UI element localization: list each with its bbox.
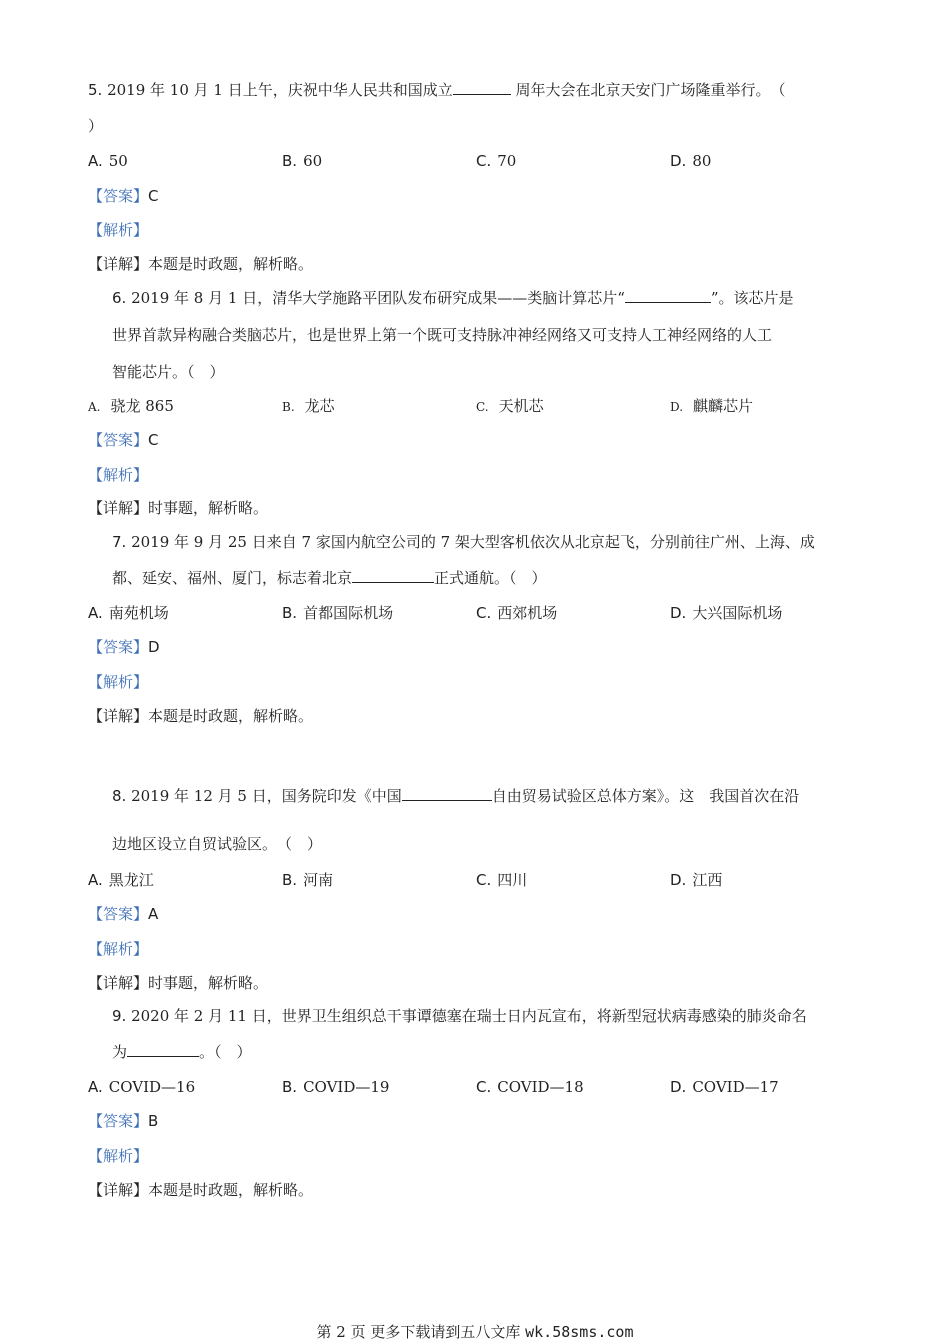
answer-value: B: [148, 1112, 159, 1130]
option-letter: B.: [282, 152, 298, 170]
option-letter: A.: [88, 1078, 103, 1096]
answer-value: C: [148, 187, 159, 205]
footer-page-text: 第 2 页 更多下载请到五八文库: [316, 1323, 521, 1341]
question-number: 8.: [112, 787, 127, 805]
option-a: [88, 1077, 195, 1097]
option-text: 80: [692, 152, 712, 170]
answer-blank: [625, 288, 711, 303]
question-text: 2019 年 8 月 1 日，清华大学施路平团队发布研究成果——类脑计算芯片“: [131, 289, 625, 307]
analysis-tag: 【解析】: [88, 673, 149, 691]
question-5-line-1: [88, 80, 786, 100]
question-9-line-1: [112, 1006, 807, 1026]
page-footer: [0, 1322, 950, 1342]
option-letter: C.: [476, 604, 492, 622]
answer-tag: 【答案】: [88, 638, 149, 656]
question-number: 5.: [88, 81, 103, 99]
option-d: [670, 396, 753, 417]
option-letter: D.: [670, 871, 687, 889]
answer-tag: 【答案】: [88, 1112, 149, 1130]
question-text: 为: [112, 1043, 128, 1061]
question-number: 6.: [112, 289, 127, 307]
option-c: [476, 396, 544, 417]
detail-line: 【详解】时事题，解析略。: [88, 974, 269, 992]
option-letter: A.: [88, 152, 103, 170]
option-text: 60: [303, 152, 323, 170]
option-a: [88, 396, 174, 417]
question-text: 2019 年 12 月 5 日，国务院印发《中国: [131, 787, 402, 805]
option-text: 50: [108, 152, 128, 170]
question-text: 周年大会在北京天安门广场隆重举行。 （: [515, 81, 786, 99]
option-letter: B.: [282, 400, 295, 414]
answer-line: [88, 637, 160, 657]
option-c: [476, 603, 557, 623]
question-6-line-3: 智能芯片。（ ）: [112, 363, 225, 381]
analysis-line: [88, 465, 148, 485]
question-6-line-1: [112, 288, 794, 308]
option-a: [88, 603, 169, 623]
option-b: [282, 603, 393, 623]
option-text: 天机芯: [498, 397, 544, 415]
answer-line: [88, 186, 159, 206]
option-a: [88, 151, 128, 171]
option-c: [476, 1077, 584, 1097]
answer-line: [88, 904, 158, 924]
analysis-tag: 【解析】: [88, 466, 149, 484]
option-letter: D.: [670, 1078, 687, 1096]
option-text: COVID—18: [497, 1078, 584, 1096]
answer-blank: [402, 786, 492, 801]
analysis-line: [88, 220, 148, 240]
detail-line: 【详解】本题是时政题，解析略。: [88, 1181, 314, 1199]
question-6-line-2: 世界首款异构融合类脑芯片，也是世界上第一个既可支持脉冲神经网络又可支持人工神经网络的人工: [112, 326, 773, 344]
option-b: [282, 1077, 389, 1097]
option-d: [670, 603, 782, 623]
option-letter: C.: [476, 152, 492, 170]
option-text: 南苑机场: [108, 604, 169, 622]
option-c: [476, 870, 527, 890]
analysis-line: [88, 1146, 148, 1166]
detail-line: 【详解】时事题，解析略。: [88, 499, 269, 517]
detail-line: 【详解】本题是时政题，解析略。: [88, 255, 314, 273]
analysis-tag: 【解析】: [88, 940, 149, 958]
option-text: COVID—16: [108, 1078, 196, 1096]
option-text: 70: [497, 152, 517, 170]
answer-line: [88, 430, 159, 450]
option-b: [282, 151, 322, 171]
answer-value: C: [148, 431, 159, 449]
answer-blank: [352, 568, 434, 583]
option-text: 河南: [303, 871, 334, 889]
question-7-line-2: [112, 568, 547, 588]
question-number: 9.: [112, 1007, 127, 1025]
answer-tag: 【答案】: [88, 431, 149, 449]
option-letter: C.: [476, 400, 489, 414]
analysis-tag: 【解析】: [88, 1147, 149, 1165]
option-letter: A.: [88, 871, 103, 889]
question-text: 自由贸易试验区总体方案》。这 我国首次在沿: [491, 787, 800, 805]
question-9-line-2: [112, 1042, 252, 1062]
option-letter: A.: [88, 604, 103, 622]
question-text: 。（ ）: [199, 1043, 252, 1061]
analysis-line: [88, 672, 148, 692]
option-letter: D.: [670, 400, 684, 414]
question-text: 2019 年 10 月 1 日上午，庆祝中华人民共和国成立: [107, 81, 453, 99]
question-text: 2020 年 2 月 11 日，世界卫生组织总干事谭德塞在瑞士日内瓦宣布，将新型冠状病毒感染的肺炎命名: [131, 1007, 807, 1025]
option-letter: D.: [670, 604, 687, 622]
option-b: [282, 396, 335, 417]
option-d: [670, 870, 722, 890]
option-d: [670, 151, 711, 171]
option-letter: C.: [476, 1078, 492, 1096]
option-text: COVID—17: [692, 1078, 779, 1096]
option-letter: A.: [88, 400, 101, 414]
option-text: 骁龙 865: [110, 397, 174, 415]
answer-value: D: [148, 638, 160, 656]
answer-tag: 【答案】: [88, 905, 149, 923]
footer-site-link[interactable]: wk.58sms.com: [525, 1323, 634, 1341]
option-text: 龙芯: [304, 397, 335, 415]
option-text: 麒麟芯片: [693, 397, 754, 415]
option-text: 大兴国际机场: [692, 604, 783, 622]
option-text: 首都国际机场: [303, 604, 394, 622]
option-letter: D.: [670, 152, 687, 170]
answer-value: A: [148, 905, 159, 923]
answer-line: [88, 1111, 158, 1131]
option-text: COVID—19: [303, 1078, 390, 1096]
analysis-tag: 【解析】: [88, 221, 149, 239]
question-text: 正式通航。（ ）: [434, 569, 547, 587]
option-text: 四川: [497, 871, 528, 889]
option-text: 江西: [692, 871, 723, 889]
option-text: 西郊机场: [497, 604, 558, 622]
question-5-line-2: [88, 116, 103, 136]
option-c: [476, 151, 516, 171]
question-8-line-1: [112, 786, 799, 806]
option-letter: B.: [282, 871, 298, 889]
question-text: ”。该芯片是: [710, 289, 794, 307]
answer-blank: [127, 1042, 199, 1057]
option-text: 黑龙江: [108, 871, 154, 889]
question-text: 2019 年 9 月 25 日来自 7 家国内航空公司的 7 架大型客机依次从北京起飞，分别前往广州、上海、成: [131, 533, 815, 551]
option-letter: B.: [282, 604, 298, 622]
option-d: [670, 1077, 779, 1097]
analysis-line: [88, 939, 148, 959]
detail-line: 【详解】本题是时政题，解析略。: [88, 707, 314, 725]
option-b: [282, 870, 333, 890]
question-text: 都、延安、福州、厦门，标志着北京: [112, 569, 353, 587]
option-a: [88, 870, 154, 890]
answer-tag: 【答案】: [88, 187, 149, 205]
question-8-line-2: 边地区设立自贸试验区。 （ ）: [112, 835, 323, 853]
question-7-line-1: [112, 532, 815, 552]
option-letter: C.: [476, 871, 492, 889]
option-letter: B.: [282, 1078, 298, 1096]
question-number: 7.: [112, 533, 127, 551]
answer-blank: [453, 80, 511, 95]
question-text: ）: [88, 117, 104, 135]
